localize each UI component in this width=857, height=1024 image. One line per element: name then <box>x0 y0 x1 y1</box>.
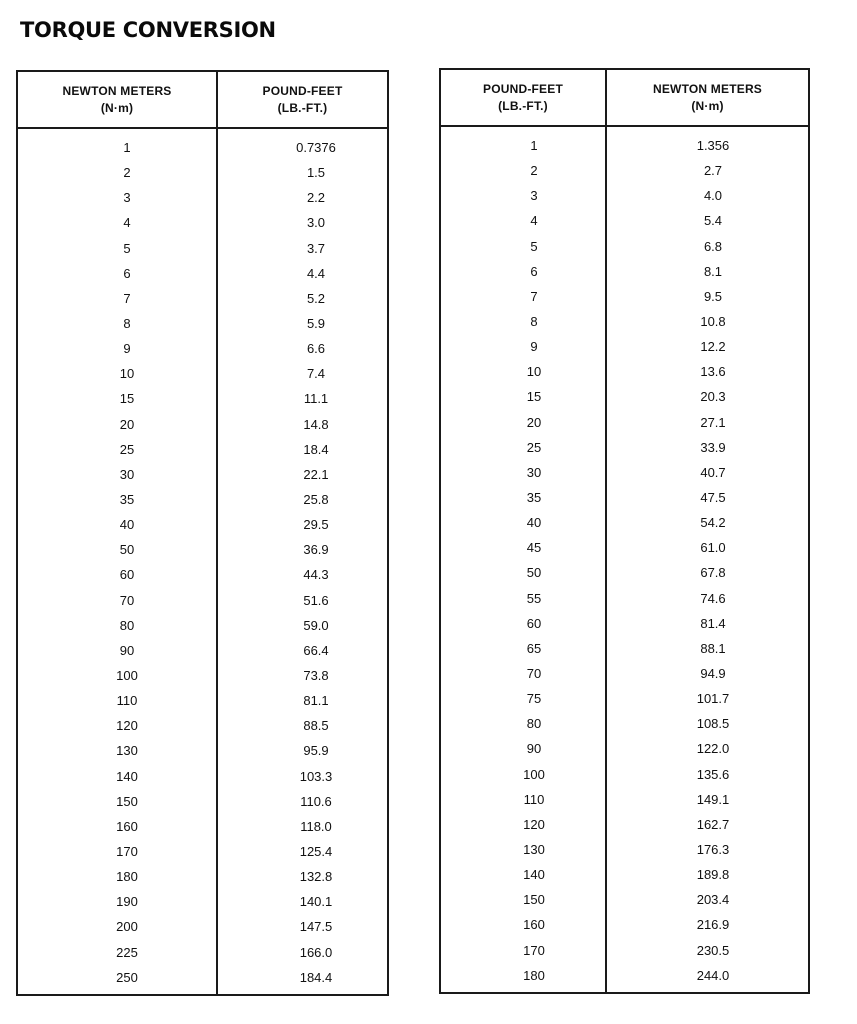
cell-converted-value: 135.6 <box>696 766 730 782</box>
table-row <box>441 309 808 334</box>
cell-input-value: 15 <box>526 389 542 405</box>
cell-converted-value: 47.5 <box>700 489 726 505</box>
cell-input-value: 4 <box>530 213 538 229</box>
cell-input-value: 50 <box>526 565 542 581</box>
table-row <box>441 460 808 485</box>
cell-converted-value: 74.6 <box>700 590 726 606</box>
table-row <box>441 762 808 787</box>
header-line-1: POUND-FEET <box>483 81 563 96</box>
table-row <box>441 837 808 862</box>
cell-converted-value: 0.7376 <box>296 140 336 155</box>
cell-input-value: 100 <box>523 766 545 782</box>
cell-input-value: 55 <box>526 590 542 606</box>
cell-converted-value: 9.5 <box>703 288 723 304</box>
table-row <box>18 512 387 537</box>
cell-input-value: 40 <box>119 517 135 533</box>
cell-input-value: 170 <box>116 843 138 859</box>
cell-converted-value: 118.0 <box>300 818 332 834</box>
cell-converted-value: 244.0 <box>696 967 730 983</box>
cell-converted-value: 5.4 <box>703 213 723 229</box>
cell-converted-value: 203.4 <box>696 892 730 908</box>
header-line-2: (LB.-FT.) <box>498 98 548 113</box>
header-newton-meters <box>18 72 216 127</box>
table-row <box>441 636 808 661</box>
table-row <box>441 560 808 585</box>
cell-converted-value: 12.2 <box>700 339 726 355</box>
table-row <box>18 336 387 361</box>
cell-input-value: 170 <box>523 942 545 958</box>
cell-converted-value: 4.4 <box>306 265 326 281</box>
cell-input-value: 25 <box>119 441 135 457</box>
cell-converted-value: 81.4 <box>700 615 726 631</box>
table-row <box>18 940 387 965</box>
table-row <box>441 384 808 409</box>
cell-input-value: 50 <box>119 542 135 558</box>
cell-converted-value: 18.4 <box>303 441 329 457</box>
cell-converted-value: 8.1 <box>703 263 723 279</box>
cell-converted-value: 166.0 <box>299 944 333 960</box>
cell-input-value: 150 <box>523 892 545 908</box>
cell-input-value: 9 <box>123 341 131 357</box>
table-row <box>441 435 808 460</box>
table-row <box>18 764 387 789</box>
cell-converted-value: 2.7 <box>703 163 723 179</box>
cell-input-value: 90 <box>526 741 542 757</box>
table-header-row <box>18 72 387 129</box>
cell-converted-value: 140.1 <box>299 894 333 910</box>
cell-converted-value: 36.9 <box>303 542 329 558</box>
cell-converted-value: 103.3 <box>299 768 333 784</box>
cell-converted-value: 216.9 <box>696 917 730 933</box>
cell-converted-value: 61.0 <box>700 540 726 556</box>
header-pound-feet <box>441 70 605 125</box>
cell-converted-value: 2.2 <box>306 190 326 206</box>
table-row <box>441 787 808 812</box>
table-row <box>441 334 808 359</box>
table-row <box>18 588 387 613</box>
cell-input-value: 8 <box>530 313 538 329</box>
table-row <box>441 158 808 183</box>
cell-input-value: 160 <box>523 917 545 933</box>
cell-input-value: 1 <box>530 138 538 153</box>
cell-converted-value: 149.1 <box>696 791 730 807</box>
cell-input-value: 35 <box>526 489 542 505</box>
table-row <box>441 912 808 937</box>
table-row <box>441 862 808 887</box>
cell-input-value: 80 <box>119 617 135 633</box>
table-row <box>18 738 387 763</box>
table-body <box>18 135 387 990</box>
cell-input-value: 140 <box>523 867 545 883</box>
cell-converted-value: 184.4 <box>299 969 333 985</box>
cell-converted-value: 81.1 <box>303 693 329 709</box>
cell-input-value: 250 <box>116 969 138 985</box>
table-row <box>441 586 808 611</box>
cell-converted-value: 5.2 <box>306 290 326 306</box>
table-row <box>18 914 387 939</box>
table-row <box>18 210 387 235</box>
cell-converted-value: 122.0 <box>696 741 730 757</box>
cell-input-value: 150 <box>116 793 138 809</box>
cell-converted-value: 51.6 <box>303 592 329 608</box>
table-row <box>18 135 387 160</box>
cell-input-value: 225 <box>116 944 138 960</box>
table-row <box>441 410 808 435</box>
table-header-row <box>441 70 808 127</box>
cell-converted-value: 54.2 <box>700 515 726 531</box>
cell-converted-value: 4.0 <box>703 188 723 204</box>
header-line-1: NEWTON METERS <box>652 81 763 96</box>
cell-converted-value: 6.6 <box>306 341 326 357</box>
cell-converted-value: 27.1 <box>700 414 726 430</box>
cell-input-value: 110 <box>523 791 545 807</box>
header-newton-meters <box>607 70 808 125</box>
cell-input-value: 3 <box>530 188 538 204</box>
cell-input-value: 45 <box>526 540 542 556</box>
table-row <box>441 812 808 837</box>
cell-converted-value: 22.1 <box>303 466 329 482</box>
cell-input-value: 20 <box>526 414 542 430</box>
cell-input-value: 5 <box>530 238 538 254</box>
cell-input-value: 70 <box>119 592 135 608</box>
cell-input-value: 6 <box>530 263 538 279</box>
cell-converted-value: 40.7 <box>700 464 726 480</box>
cell-input-value: 2 <box>530 163 538 179</box>
cell-input-value: 10 <box>119 366 135 382</box>
table-row <box>441 284 808 309</box>
cell-input-value: 120 <box>523 816 545 832</box>
cell-converted-value: 230.5 <box>696 942 730 958</box>
cell-converted-value: 110.6 <box>300 793 332 809</box>
cell-converted-value: 73.8 <box>303 667 329 683</box>
table-row <box>18 537 387 562</box>
table-row <box>18 562 387 587</box>
cell-input-value: 100 <box>116 667 138 683</box>
cell-input-value: 9 <box>530 339 538 355</box>
cell-input-value: 40 <box>526 515 542 531</box>
table-row <box>18 462 387 487</box>
header-pound-feet <box>218 72 387 127</box>
header-line-2: (N·m) <box>100 100 134 115</box>
cell-converted-value: 1.5 <box>306 165 326 181</box>
cell-converted-value: 147.5 <box>299 919 333 935</box>
table-row <box>441 661 808 686</box>
cell-converted-value: 189.8 <box>696 867 730 883</box>
cell-input-value: 6 <box>123 265 131 281</box>
cell-converted-value: 1.356 <box>696 138 730 153</box>
cell-input-value: 2 <box>123 165 131 181</box>
cell-converted-value: 88.5 <box>303 718 329 734</box>
cell-converted-value: 95.9 <box>303 743 329 759</box>
table-row <box>18 713 387 738</box>
table-row <box>18 286 387 311</box>
cell-converted-value: 108.5 <box>696 716 730 732</box>
table-row <box>18 965 387 990</box>
cell-input-value: 130 <box>116 743 138 759</box>
cell-converted-value: 125.4 <box>299 843 333 859</box>
table-row <box>18 839 387 864</box>
table-row <box>18 412 387 437</box>
table-row <box>441 887 808 912</box>
page-title: TORQUE CONVERSION <box>20 18 276 42</box>
cell-input-value: 110 <box>116 693 138 709</box>
table-row <box>441 510 808 535</box>
table-row <box>441 133 808 158</box>
cell-input-value: 130 <box>523 841 545 857</box>
cell-input-value: 60 <box>119 567 135 583</box>
cell-converted-value: 88.1 <box>700 640 726 656</box>
cell-converted-value: 3.7 <box>306 240 326 256</box>
cell-converted-value: 3.0 <box>306 215 326 231</box>
cell-input-value: 140 <box>116 768 138 784</box>
cell-converted-value: 66.4 <box>303 642 329 658</box>
table-row <box>18 663 387 688</box>
table-row <box>18 361 387 386</box>
table-row <box>441 234 808 259</box>
cell-converted-value: 94.9 <box>700 665 726 681</box>
table-row <box>18 160 387 185</box>
cell-input-value: 8 <box>123 315 131 331</box>
cell-converted-value: 44.3 <box>303 567 329 583</box>
cell-input-value: 75 <box>526 691 542 707</box>
table-row <box>18 889 387 914</box>
cell-converted-value: 59.0 <box>303 617 329 633</box>
table-row <box>441 711 808 736</box>
table-row <box>441 359 808 384</box>
cell-input-value: 20 <box>119 416 135 432</box>
table-row <box>441 938 808 963</box>
cell-converted-value: 162.7 <box>696 816 730 832</box>
cell-converted-value: 67.8 <box>700 565 726 581</box>
lbft-to-nm-table <box>439 68 810 994</box>
table-row <box>18 789 387 814</box>
cell-input-value: 160 <box>116 818 138 834</box>
cell-converted-value: 33.9 <box>700 439 726 455</box>
cell-converted-value: 7.4 <box>306 366 326 382</box>
cell-input-value: 65 <box>526 640 542 656</box>
table-body <box>441 133 808 988</box>
table-row <box>18 437 387 462</box>
table-row <box>18 638 387 663</box>
cell-converted-value: 176.3 <box>696 841 730 857</box>
cell-input-value: 70 <box>526 665 542 681</box>
cell-converted-value: 5.9 <box>306 315 326 331</box>
cell-input-value: 15 <box>119 391 135 407</box>
nm-to-lbft-table <box>16 70 389 996</box>
table-row <box>18 688 387 713</box>
cell-converted-value: 11.1 <box>303 391 329 407</box>
table-row <box>18 386 387 411</box>
cell-converted-value: 101.7 <box>696 691 730 707</box>
cell-converted-value: 25.8 <box>303 491 329 507</box>
table-row <box>441 259 808 284</box>
table-row <box>18 185 387 210</box>
cell-input-value: 25 <box>526 439 542 455</box>
table-row <box>18 864 387 889</box>
cell-input-value: 35 <box>119 491 135 507</box>
table-row <box>441 485 808 510</box>
table-row <box>18 261 387 286</box>
table-row <box>18 814 387 839</box>
table-row <box>441 183 808 208</box>
header-line-1: NEWTON METERS <box>62 83 172 98</box>
cell-input-value: 90 <box>119 642 135 658</box>
cell-input-value: 180 <box>523 967 545 983</box>
cell-converted-value: 20.3 <box>700 389 726 405</box>
table-row <box>18 311 387 336</box>
cell-input-value: 80 <box>526 716 542 732</box>
cell-input-value: 1 <box>123 140 131 155</box>
cell-input-value: 7 <box>530 288 538 304</box>
header-line-2: (N·m) <box>691 98 724 113</box>
cell-converted-value: 132.8 <box>299 869 333 885</box>
cell-converted-value: 6.8 <box>703 238 723 254</box>
cell-input-value: 10 <box>526 364 542 380</box>
cell-input-value: 3 <box>123 190 131 206</box>
table-row <box>441 208 808 233</box>
table-row <box>441 736 808 761</box>
table-row <box>18 487 387 512</box>
cell-converted-value: 10.8 <box>700 313 726 329</box>
table-row <box>18 613 387 638</box>
cell-converted-value: 29.5 <box>303 517 329 533</box>
cell-input-value: 4 <box>123 215 131 231</box>
table-row <box>441 611 808 636</box>
cell-input-value: 60 <box>526 615 542 631</box>
cell-input-value: 190 <box>116 894 138 910</box>
table-row <box>441 963 808 988</box>
cell-converted-value: 13.6 <box>700 364 726 380</box>
cell-input-value: 30 <box>526 464 542 480</box>
table-row <box>441 535 808 560</box>
header-line-2: (LB.-FT.) <box>277 100 328 115</box>
cell-input-value: 180 <box>116 869 138 885</box>
cell-input-value: 30 <box>119 466 135 482</box>
cell-converted-value: 14.8 <box>303 416 329 432</box>
table-row <box>441 686 808 711</box>
cell-input-value: 200 <box>116 919 138 935</box>
cell-input-value: 7 <box>123 290 131 306</box>
cell-input-value: 5 <box>123 240 131 256</box>
cell-input-value: 120 <box>116 718 138 734</box>
table-row <box>18 236 387 261</box>
header-line-1: POUND-FEET <box>262 83 343 98</box>
